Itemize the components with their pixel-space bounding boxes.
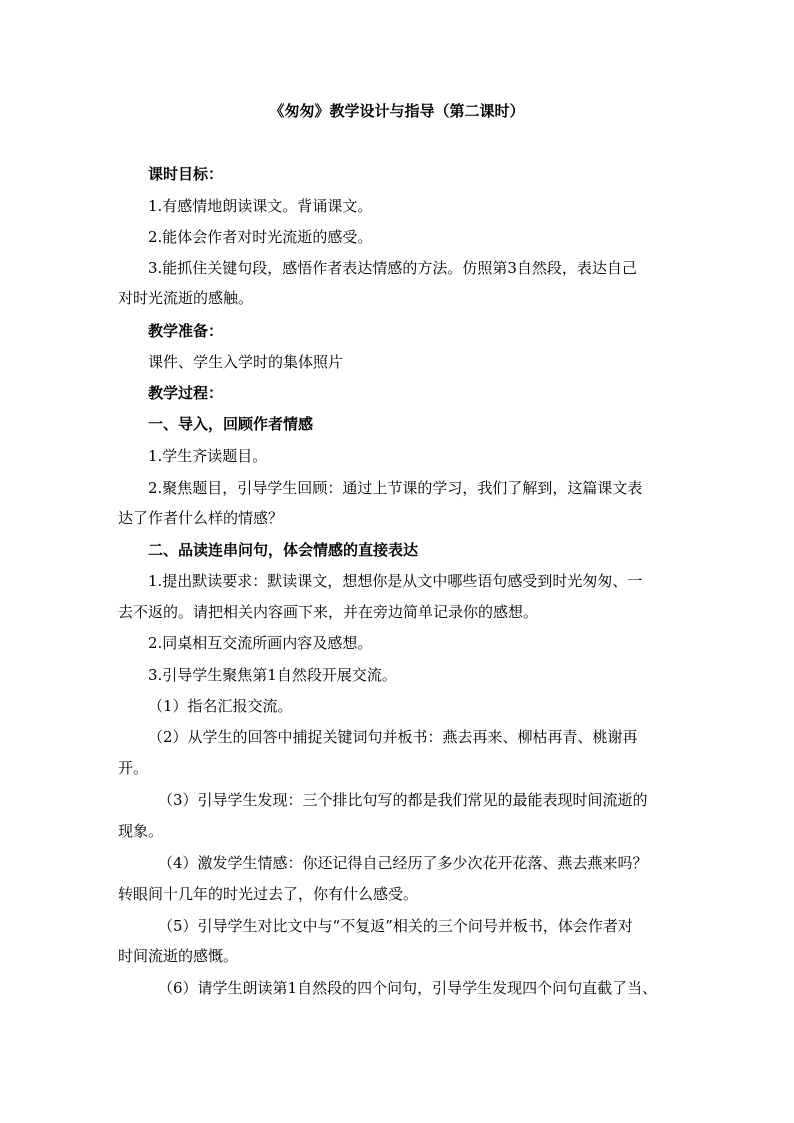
paragraph-line: 2.同桌相互交流所画内容及感想。: [148, 634, 373, 652]
paragraph-line: 1.提出默读要求：默读课文，想想你是从文中哪些语句感受到时光匆匆、一: [148, 572, 643, 590]
paragraph-line: 2.聚焦题目，引导学生回顾：通过上节课的学习，我们了解到，这篇课文表: [148, 479, 643, 497]
paragraph-line: 对时光流逝的感触。: [118, 289, 254, 307]
paragraph-line: （6）请学生朗读第1自然段的四个问句，引导学生发现四个问句直截了当、: [158, 979, 658, 997]
paragraph-line: 1.学生齐读题目。: [148, 447, 268, 465]
paragraph-line: 开。: [118, 759, 149, 777]
section-heading: 一、导入，回顾作者情感: [148, 415, 314, 433]
paragraph-line: （4）激发学生情感：你还记得自己经历了多少次花开花落、燕去燕来吗？: [158, 854, 648, 872]
paragraph-line: 转眼间十几年的时光过去了，你有什么感受。: [118, 885, 419, 903]
paragraph-line: 时间流逝的感慨。: [118, 947, 239, 965]
section-heading: 课时目标：: [148, 165, 224, 183]
document-title: 《匆匆》教学设计与指导（第二课时）: [269, 102, 525, 120]
paragraph-line: 1.有感情地朗读课文。背诵课文。: [148, 197, 373, 215]
section-heading: 教学过程：: [148, 384, 224, 402]
section-heading: 教学准备：: [148, 322, 224, 340]
paragraph-line: （3）引导学生发现：三个排比句写的都是我们常见的最能表现时间流逝的: [158, 791, 648, 809]
paragraph-line: 课件、学生入学时的集体照片: [148, 353, 344, 371]
paragraph-line: 现象。: [118, 822, 164, 840]
paragraph-line: （5）引导学生对比文中与“不复返”相关的三个问号并板书，体会作者对: [158, 917, 633, 935]
paragraph-line: 3.引导学生聚焦第1自然段开展交流。: [148, 666, 397, 684]
paragraph-line: （2）从学生的回答中捕捉关键词句并板书：燕去再来、柳枯再青、桃谢再: [148, 728, 638, 746]
paragraph-line: 2.能体会作者对时光流逝的感受。: [148, 228, 373, 246]
paragraph-line: 达了作者什么样的情感？: [118, 509, 284, 527]
paragraph-line: 3.能抓住关键句段，感悟作者表达情感的方法。仿照第3自然段，表达自己: [148, 259, 637, 277]
paragraph-line: （1）指名汇报交流。: [148, 697, 293, 715]
section-heading: 二、品读连串问句，体会情感的直接表达: [148, 541, 419, 559]
paragraph-line: 去不返的。请把相关内容画下来，并在旁边简单记录你的感想。: [118, 603, 539, 621]
